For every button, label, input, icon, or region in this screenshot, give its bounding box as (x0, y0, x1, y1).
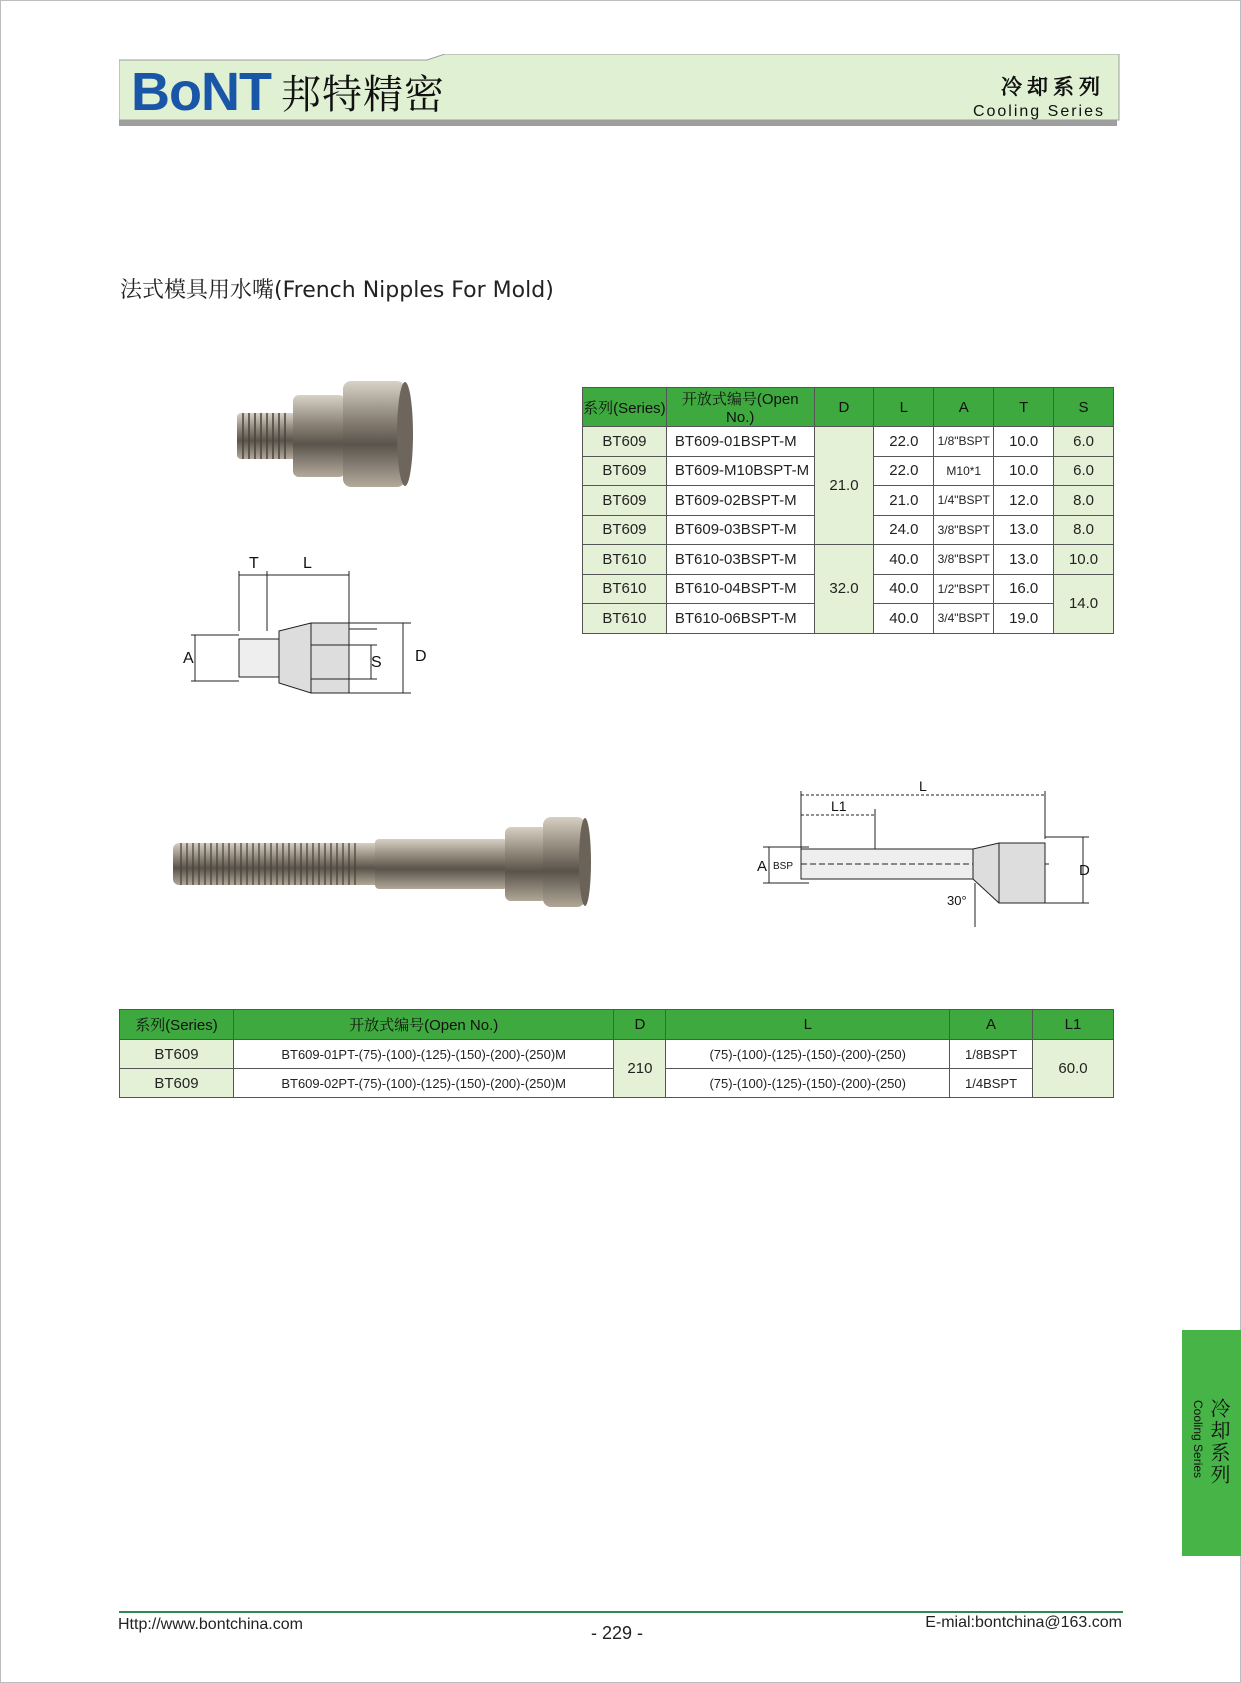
cell-a: M10*1 (934, 456, 994, 486)
cell-series: BT609 (120, 1040, 234, 1069)
dim2-label-d: D (1079, 862, 1090, 879)
cell-l: (75)-(100)-(125)-(150)-(200)-(250) (666, 1069, 950, 1098)
cell-t: 10.0 (994, 456, 1054, 486)
col-header-series: 系列(Series) (120, 1010, 234, 1040)
col-header-a: A (934, 388, 994, 427)
cell-a: 1/2"BSPT (934, 574, 994, 604)
cell-s: 6.0 (1054, 456, 1114, 486)
col-header-l: L (666, 1010, 950, 1040)
cell-open-no: BT609-02BSPT-M (666, 486, 814, 516)
col-header-s: S (1054, 388, 1114, 427)
cell-l: 22.0 (874, 456, 934, 486)
brand-logo (131, 63, 445, 120)
side-tab-cooling-series[interactable] (1182, 1330, 1241, 1556)
footer-website-link[interactable]: Http://www.bontchina.com (118, 1616, 303, 1633)
series-title-en: Cooling Series (972, 103, 1105, 120)
cell-a: 3/8"BSPT (934, 515, 994, 545)
col-header-d: D (814, 388, 874, 427)
dim-label-t: T (249, 555, 259, 572)
cell-open-no: BT610-03BSPT-M (666, 545, 814, 575)
cell-t: 16.0 (994, 574, 1054, 604)
product-photo-long-nipple (171, 813, 591, 909)
cell-series: BT609 (120, 1069, 234, 1098)
series-title-cn: 冷却系列 (1001, 75, 1105, 99)
side-tab-label-en: Cooling Series (1191, 1400, 1205, 1479)
cell-series: BT609 (583, 456, 667, 486)
series-heading (973, 71, 1105, 121)
dim2-label-bsp: BSP (773, 861, 794, 872)
product-photo-short-nipple (233, 377, 417, 491)
cell-open-no: BT609-01BSPT-M (666, 427, 814, 457)
cell-a: 1/8"BSPT (934, 427, 994, 457)
cell-open-no: BT610-04BSPT-M (666, 574, 814, 604)
cell-series: BT610 (583, 574, 667, 604)
cell-d-merged: 32.0 (814, 545, 874, 634)
cell-series: BT609 (583, 427, 667, 457)
cell-a: 1/4"BSPT (934, 486, 994, 516)
cell-d-merged: 21.0 (814, 427, 874, 545)
page-number: - 229 - (591, 1623, 644, 1643)
cell-t: 19.0 (994, 604, 1054, 634)
spec-table-long-nipples (119, 1009, 1114, 1098)
cell-open-no: BT609-02PT-(75)-(100)-(125)-(150)-(200)-(250)M (233, 1069, 614, 1098)
cell-a: 1/4BSPT (950, 1069, 1033, 1098)
dimension-diagram-long (749, 779, 1099, 929)
footer-divider (119, 1611, 1123, 1613)
cell-l: (75)-(100)-(125)-(150)-(200)-(250) (666, 1040, 950, 1069)
table-header-row (583, 388, 1114, 427)
logo-text-cn: 邦特精密 (280, 72, 445, 118)
col-header-l1: L1 (1033, 1010, 1114, 1040)
cell-s: 6.0 (1054, 427, 1114, 457)
cell-l: 22.0 (874, 427, 934, 457)
page-title: 法式模具用水嘴(French Nipples For Mold) (120, 278, 554, 303)
table-row (583, 545, 1114, 575)
cell-open-no: BT610-06BSPT-M (666, 604, 814, 634)
cell-open-no: BT609-M10BSPT-M (666, 456, 814, 486)
spec-table-short-nipples (582, 387, 1114, 634)
dimension-diagram-short (181, 553, 441, 703)
cell-s: 10.0 (1054, 545, 1114, 575)
cell-s: 8.0 (1054, 486, 1114, 516)
col-header-d: D (614, 1010, 666, 1040)
cell-open-no: BT609-01PT-(75)-(100)-(125)-(150)-(200)-(250)M (233, 1040, 614, 1069)
table-row (583, 427, 1114, 457)
cell-s-merged: 14.0 (1054, 574, 1114, 633)
logo-text-en: BoNT (131, 61, 271, 122)
col-header-series: 系列(Series) (583, 388, 667, 427)
side-tab-label-cn: 冷却系列 (1207, 1398, 1231, 1486)
cell-d-merged: 210 (614, 1040, 666, 1098)
cell-t: 10.0 (994, 427, 1054, 457)
cell-series: BT610 (583, 604, 667, 634)
cell-l: 24.0 (874, 515, 934, 545)
dim-label-d: D (415, 648, 427, 665)
cell-a: 3/8"BSPT (934, 545, 994, 575)
cell-t: 13.0 (994, 515, 1054, 545)
dim-label-a: A (183, 650, 194, 667)
footer-email-link[interactable]: E-mial:bontchina@163.com (925, 1614, 1122, 1631)
table-row (120, 1040, 1114, 1069)
dim-label-l: L (303, 555, 312, 572)
cell-s: 8.0 (1054, 515, 1114, 545)
cell-l: 21.0 (874, 486, 934, 516)
col-header-l: L (874, 388, 934, 427)
cell-series: BT609 (583, 515, 667, 545)
cell-a: 3/4"BSPT (934, 604, 994, 634)
cell-series: BT609 (583, 486, 667, 516)
dim-label-s: S (371, 654, 382, 671)
cell-a: 1/8BSPT (950, 1040, 1033, 1069)
cell-t: 12.0 (994, 486, 1054, 516)
cell-open-no: BT609-03BSPT-M (666, 515, 814, 545)
col-header-open-no: 开放式编号(Open No.) (666, 388, 814, 427)
cell-t: 13.0 (994, 545, 1054, 575)
dim2-label-a: A (757, 858, 768, 875)
dim2-label-l1: L1 (831, 798, 847, 814)
col-header-a: A (950, 1010, 1033, 1040)
dim2-label-angle: 30° (947, 893, 967, 908)
col-header-open-no: 开放式编号(Open No.) (233, 1010, 614, 1040)
cell-l: 40.0 (874, 604, 934, 634)
cell-series: BT610 (583, 545, 667, 575)
cell-l: 40.0 (874, 574, 934, 604)
cell-l1-merged: 60.0 (1033, 1040, 1114, 1098)
cell-l: 40.0 (874, 545, 934, 575)
col-header-t: T (994, 388, 1054, 427)
table-header-row (120, 1010, 1114, 1040)
dim2-label-l: L (919, 779, 927, 794)
